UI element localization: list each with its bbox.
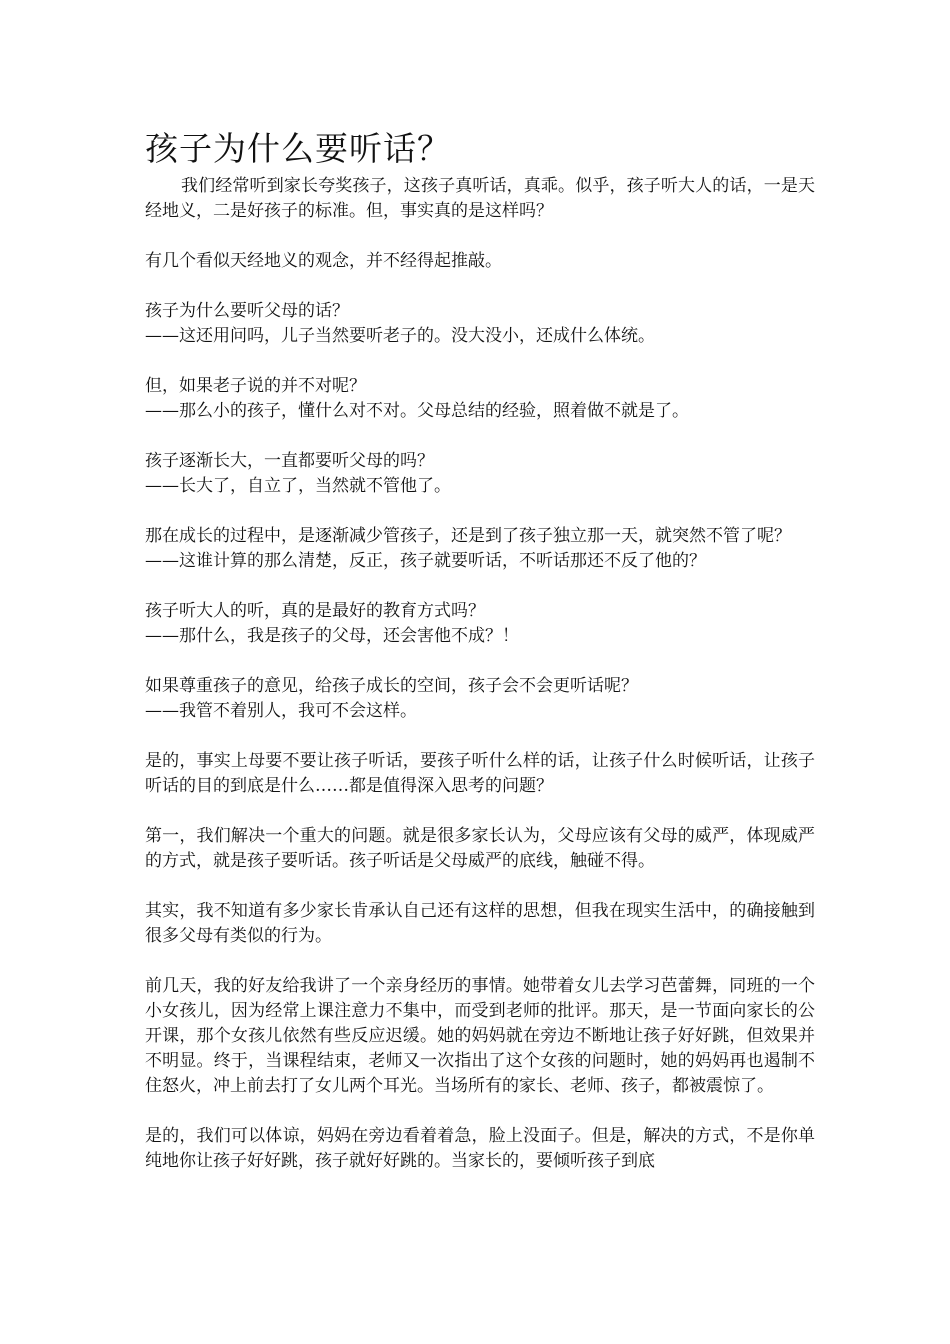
question-line: 那在成长的过程中，是逐渐减少管孩子，还是到了孩子独立那一天，就突然不管了呢？ <box>145 526 791 546</box>
question-line: 孩子听大人的听，真的是最好的教育方式吗？ <box>145 601 485 621</box>
paragraph-gap <box>145 1099 815 1124</box>
paragraph-gap <box>145 274 815 299</box>
answer-line: ——这还用问吗，儿子当然要听老子的。没大没小，还成什么体统。 <box>145 326 655 346</box>
paragraph: 是的，我们可以体谅，妈妈在旁边看着着急，脸上没面子。但是，解决的方式，不是你单纯地你让孩子好好跳，孩子就好好跳的。当家长的，要倾听孩子到底 <box>145 1126 815 1171</box>
paragraph-gap <box>145 799 815 824</box>
paragraph: 前几天，我的好友给我讲了一个亲身经历的事情。她带着女儿去学习芭蕾舞，同班的一个小女孩儿，因为经常上课注意力不集中，而受到老师的批评。那天，是一节面向家长的公开课，那个女孩儿依然有些反应迟缓。她的妈妈就在旁边不断地让孩子好好跳，但效果并不明显。终于，当课程结束，老师又一次指出了这个女孩的问题时，她的妈妈再也遏制不住怒火，冲上前去打了女儿两个耳光。当场所有的家长、老师、孩子，都被震惊了。 <box>145 976 815 1096</box>
question-line: 如果尊重孩子的意见，给孩子成长的空间，孩子会不会更听话呢？ <box>145 676 638 696</box>
paragraph-gap <box>145 499 815 524</box>
paragraph-gap <box>145 874 815 899</box>
document-page <box>145 128 815 1174</box>
paragraph-gap <box>145 224 815 249</box>
paragraph: 是的，事实上母要不要让孩子听话，要孩子听什么样的话，让孩子什么时候听话，让孩子听话的目的到底是什么……都是值得深入思考的问题？ <box>145 751 815 796</box>
paragraph: 第一，我们解决一个重大的问题。就是很多家长认为，父母应该有父母的威严，体现威严的方式，就是孩子要听话。孩子听话是父母威严的底线，触碰不得。 <box>145 826 815 871</box>
paragraph: 其实，我不知道有多少家长肯承认自己还有这样的思想，但我在现实生活中，的确接触到很多父母有类似的行为。 <box>145 901 815 946</box>
answer-line: ——这谁计算的那么清楚，反正，孩子就要听话，不听话那还不反了他的？ <box>145 551 706 571</box>
question-line: 孩子逐渐长大，一直都要听父母的吗？ <box>145 451 434 471</box>
question-line: 但，如果老子说的并不对呢？ <box>145 376 366 396</box>
answer-line: ——那什么，我是孩子的父母，还会害他不成？！ <box>145 626 519 646</box>
question-line: 孩子为什么要听父母的话？ <box>145 301 349 321</box>
answer-line: ——我管不着别人，我可不会这样。 <box>145 701 417 721</box>
paragraph-gap <box>145 574 815 599</box>
paragraph-gap <box>145 424 815 449</box>
paragraph-gap <box>145 649 815 674</box>
paragraph: 有几个看似天经地义的观念，并不经得起推敲。 <box>145 251 502 271</box>
paragraph: 我们经常听到家长夸奖孩子，这孩子真听话，真乖。似乎，孩子听大人的话，一是天经地义，二是好孩子的标准。但，事实真的是这样吗？ <box>145 176 815 221</box>
paragraph-gap <box>145 349 815 374</box>
paragraph-gap <box>145 724 815 749</box>
answer-line: ——长大了，自立了，当然就不管他了。 <box>145 476 451 496</box>
paragraph-gap <box>145 949 815 974</box>
answer-line: ——那么小的孩子，懂什么对不对。父母总结的经验，照着做不就是了。 <box>145 401 689 421</box>
document-title: 孩子为什么要听话？ <box>145 129 451 168</box>
